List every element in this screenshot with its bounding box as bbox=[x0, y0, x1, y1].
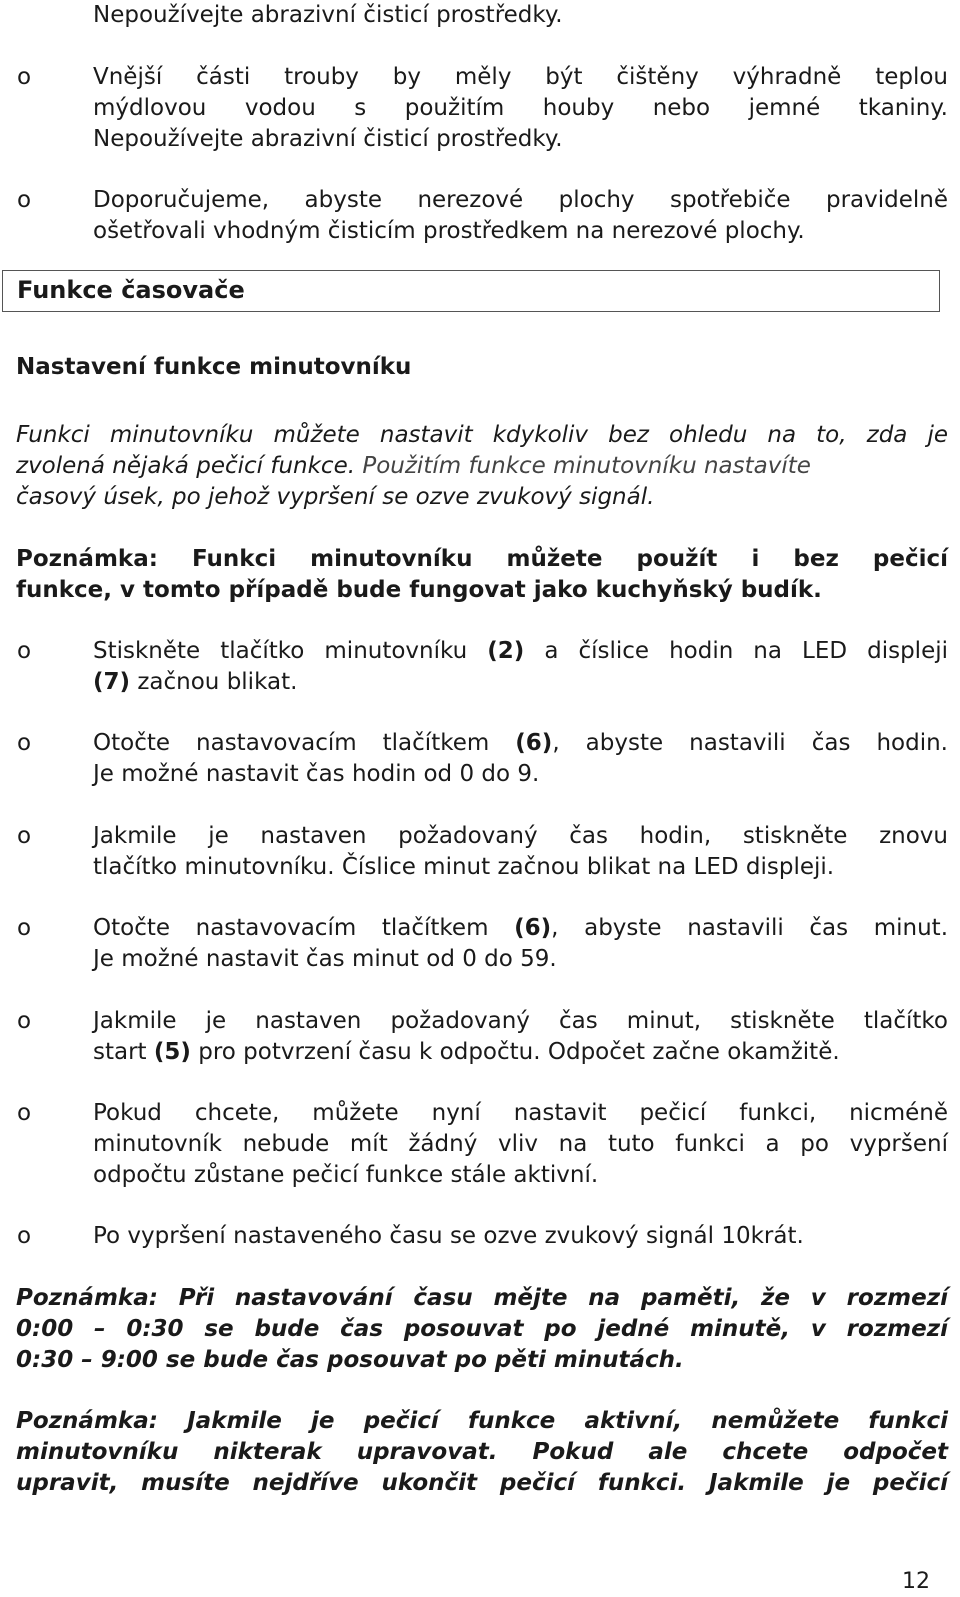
step-text: pro potvrzení času k odpočtu. Odpočet začne okamžitě. bbox=[190, 1039, 840, 1065]
bullet-marker: o bbox=[17, 1100, 32, 1126]
note-line: funkce, v tomto případě bude fungovat jako kuchyňský budík. bbox=[16, 577, 822, 603]
step-line: Je možné nastavit čas minut od 0 do 59. bbox=[93, 946, 557, 972]
step-ref: (6) bbox=[515, 730, 553, 756]
note-line: minutovníku nikterak upravovat. Pokud ale chcete odpočet bbox=[16, 1439, 948, 1465]
subheading: Nastavení funkce minutovníku bbox=[16, 354, 412, 380]
section-heading: Funkce časovače bbox=[17, 276, 245, 304]
step-line: Pokud chcete, můžete nyní nastavit pečicí funkci, nicméně bbox=[93, 1100, 948, 1126]
note-line: upravit, musíte nejdříve ukončit pečicí funkci. Jakmile je pečicí bbox=[16, 1470, 948, 1496]
step-ref: (6) bbox=[514, 915, 552, 941]
text-line: Doporučujeme, abyste nerezové plochy spotřebiče pravidelně bbox=[93, 187, 948, 213]
bullet-marker: o bbox=[17, 730, 32, 756]
note-line: Poznámka: Při nastavování času mějte na paměti, že v rozmezí bbox=[16, 1285, 948, 1311]
text-line: ošetřovali vhodným čisticím prostředkem na nerezové plochy. bbox=[93, 218, 805, 244]
intro-segment: zvolená nějaká pečicí funkce. bbox=[16, 453, 356, 479]
text-line: Nepoužívejte abrazivní čisticí prostředky. bbox=[93, 126, 563, 152]
text-line: Vnější části trouby by měly být čištěny výhradně teplou bbox=[93, 64, 948, 90]
step-text: a číslice hodin na LED displeji bbox=[524, 638, 948, 664]
step-line bbox=[93, 1037, 840, 1068]
bullet-marker: o bbox=[17, 915, 32, 941]
step-text: , abyste nastavili čas hodin. bbox=[552, 730, 948, 756]
step-line: Je možné nastavit čas hodin od 0 do 9. bbox=[93, 761, 540, 787]
bullet-marker: o bbox=[17, 638, 32, 664]
intro-segment: Použitím funkce minutovníku nastavíte bbox=[362, 453, 811, 479]
intro-line: Funkci minutovníku můžete nastavit kdykoliv bez ohledu na to, zda je bbox=[16, 422, 948, 448]
step-line: Jakmile je nastaven požadovaný čas hodin, stiskněte znovu bbox=[93, 823, 948, 849]
note-line: 0:30 – 9:00 se bude čas posouvat po pěti minutách. bbox=[16, 1347, 684, 1373]
step-line bbox=[93, 913, 948, 944]
page-number: 12 bbox=[902, 1569, 930, 1594]
step-line: tlačítko minutovníku. Číslice minut začnou blikat na LED displeji. bbox=[93, 854, 835, 880]
step-line: Po vypršení nastaveného času se ozve zvukový signál 10krát. bbox=[93, 1223, 804, 1249]
step-ref: (2) bbox=[487, 638, 525, 664]
bullet-marker: o bbox=[17, 187, 32, 213]
step-text: start bbox=[93, 1039, 154, 1065]
text-line: mýdlovou vodou s použitím houby nebo jemné tkaniny. bbox=[93, 95, 948, 121]
bullet-marker: o bbox=[17, 1008, 32, 1034]
intro-line: časový úsek, po jehož vypršení se ozve zvukový signál. bbox=[16, 484, 655, 510]
step-ref: (5) bbox=[153, 1039, 191, 1065]
step-line bbox=[93, 728, 948, 759]
step-ref: (7) bbox=[93, 669, 131, 695]
step-text: Otočte nastavovacím tlačítkem bbox=[93, 915, 515, 941]
step-text: , abyste nastavili čas minut. bbox=[551, 915, 949, 941]
bullet-marker: o bbox=[17, 823, 32, 849]
bullet-marker: o bbox=[17, 64, 32, 90]
note-line: 0:00 – 0:30 se bude čas posouvat po jedné minutě, v rozmezí bbox=[16, 1316, 948, 1342]
step-line: Jakmile je nastaven požadovaný čas minut, stiskněte tlačítko bbox=[93, 1008, 948, 1034]
note-line: Poznámka: Funkci minutovníku můžete použít i bez pečicí bbox=[16, 546, 948, 572]
intro-line bbox=[16, 451, 811, 482]
step-text: Stiskněte tlačítko minutovníku bbox=[93, 638, 488, 664]
step-line bbox=[93, 667, 297, 698]
step-text: začnou blikat. bbox=[130, 669, 298, 695]
step-line: odpočtu zůstane pečicí funkce stále aktivní. bbox=[93, 1162, 599, 1188]
step-text: Otočte nastavovacím tlačítkem bbox=[93, 730, 516, 756]
note-line: Poznámka: Jakmile je pečicí funkce aktivní, nemůžete funkci bbox=[16, 1408, 948, 1434]
section-heading-box bbox=[2, 270, 940, 312]
step-line: minutovník nebude mít žádný vliv na tuto funkci a po vypršení bbox=[93, 1131, 948, 1157]
text-line: Nepoužívejte abrazivní čisticí prostředky. bbox=[93, 2, 563, 28]
step-line bbox=[93, 636, 948, 667]
bullet-marker: o bbox=[17, 1223, 32, 1249]
